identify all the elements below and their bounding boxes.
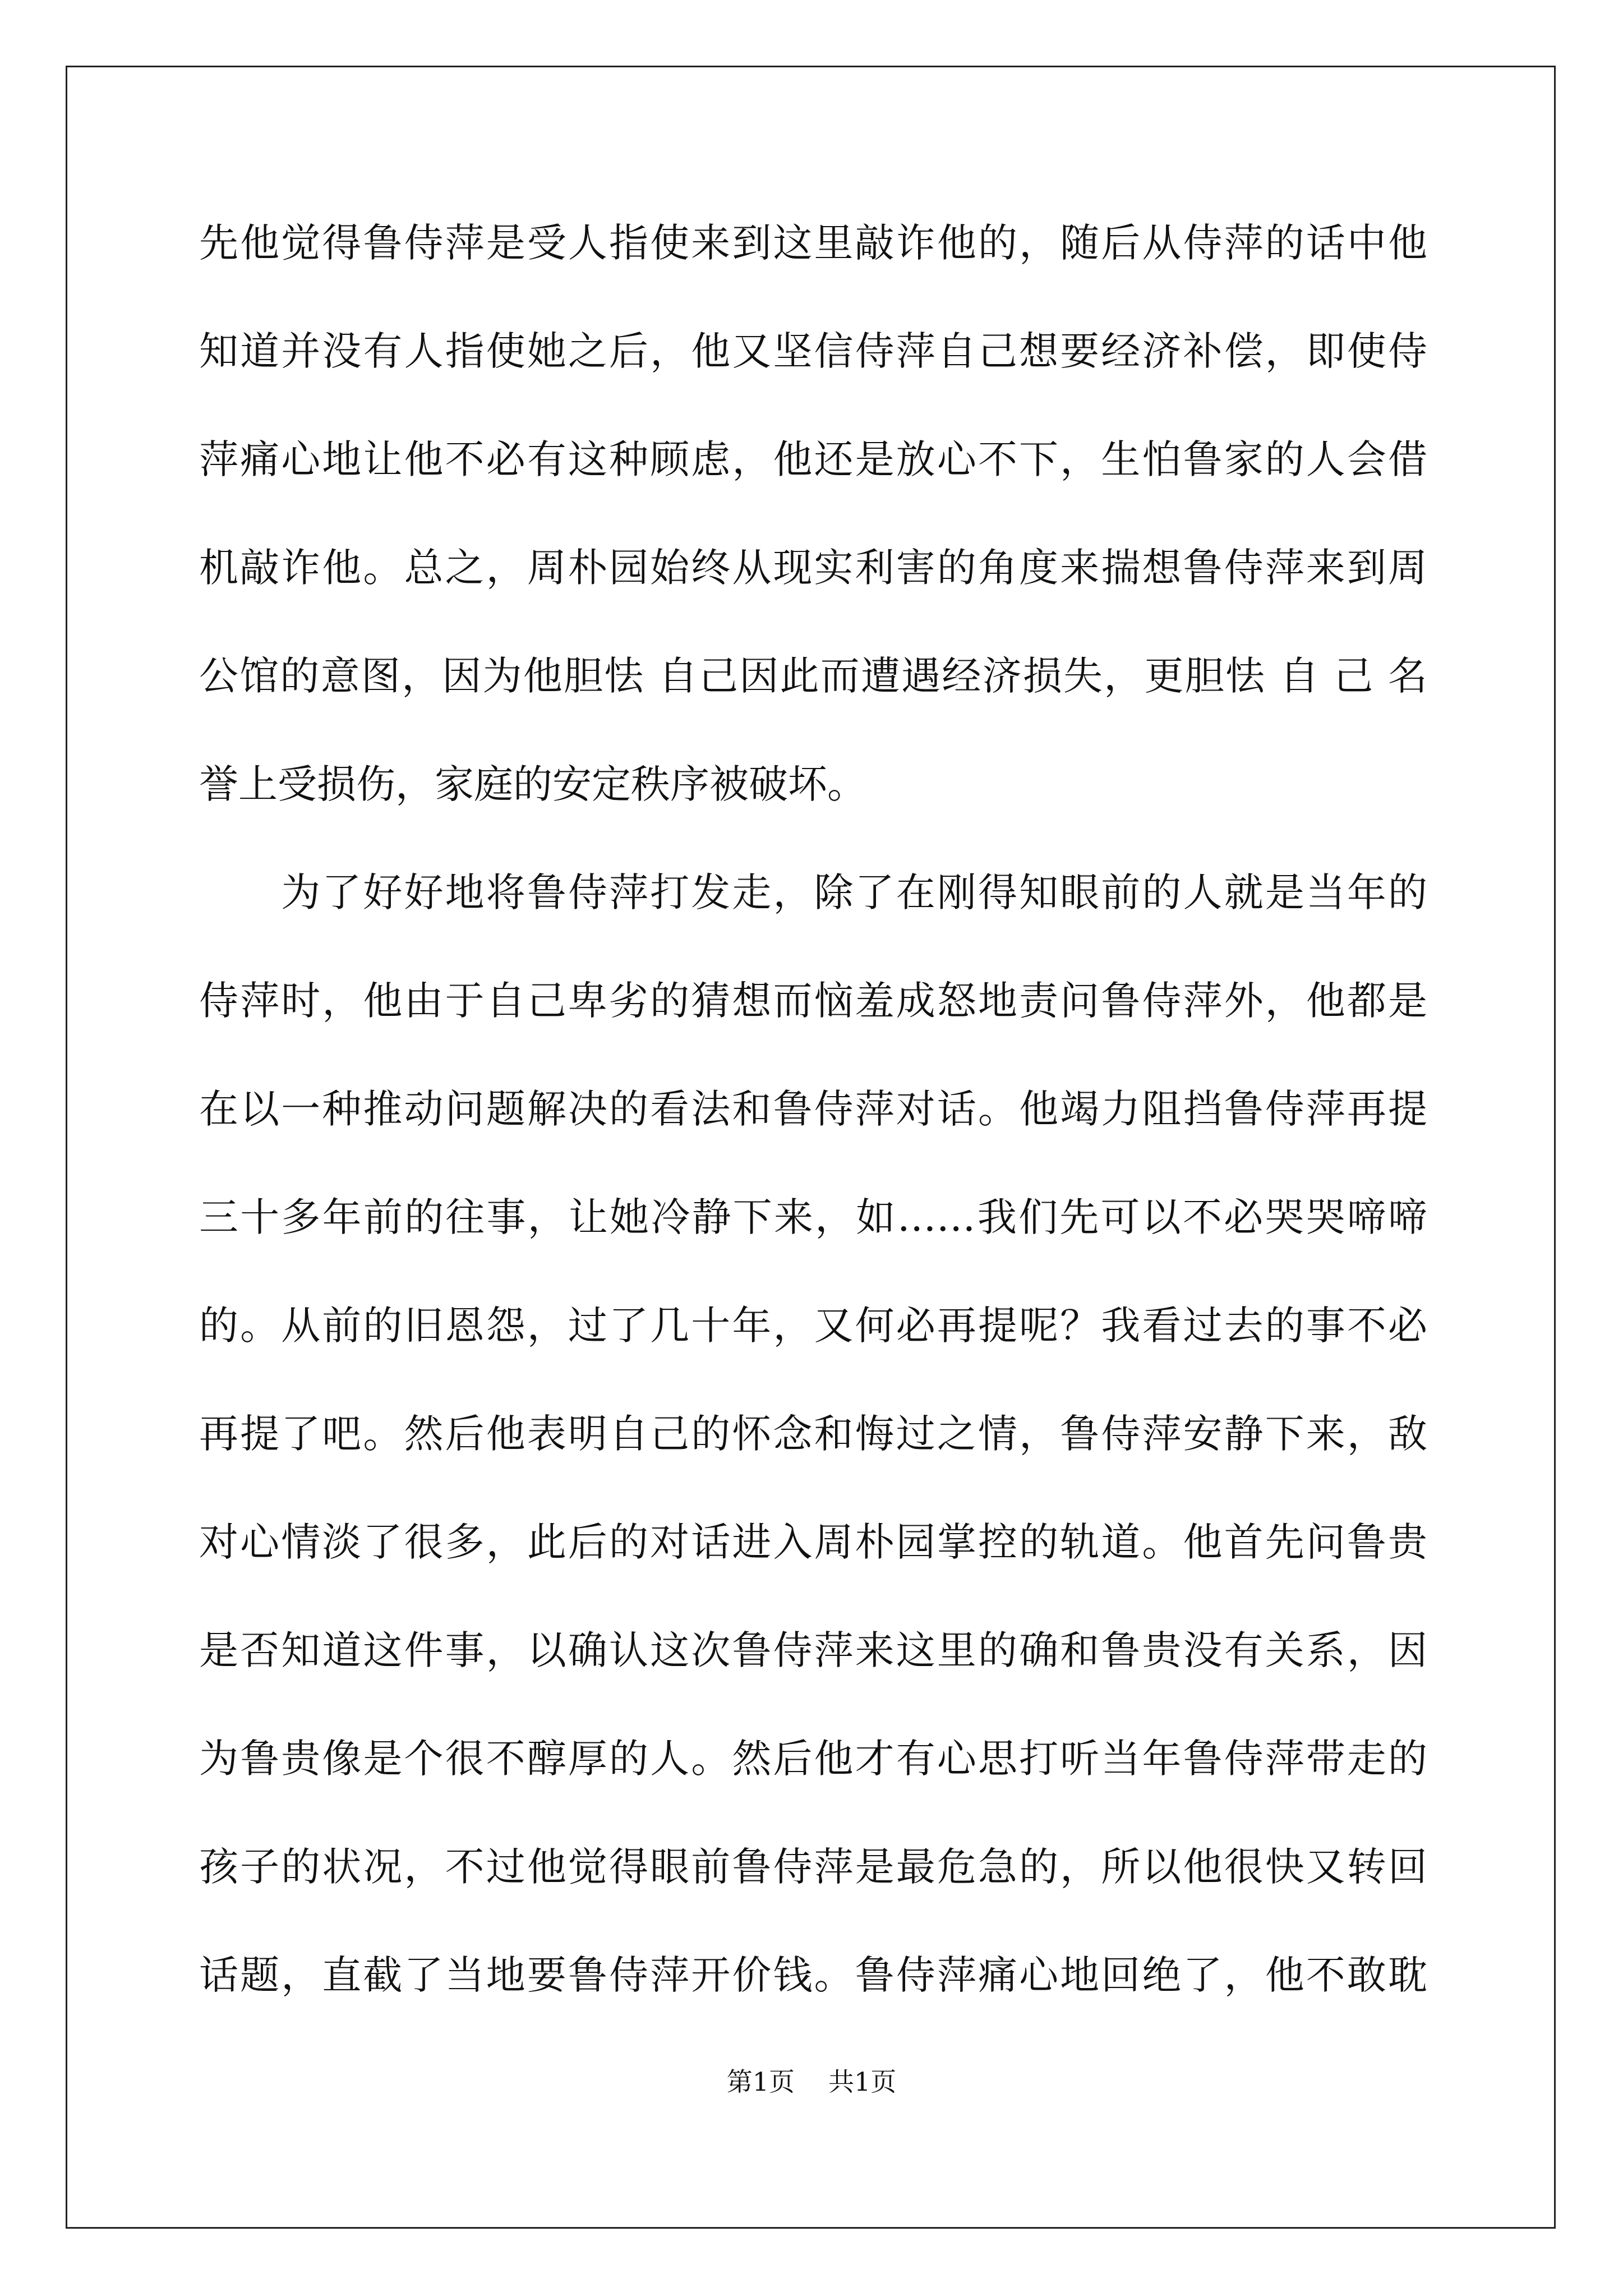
text-line: 话题，直截了当地要鲁侍萍开价钱。鲁侍萍痛心地回绝了，他不敢耽 [199, 1952, 1427, 1998]
text-line: 知道并没有人指使她之后，他又坚信侍萍自己想要经济补偿，即使侍 [199, 328, 1427, 374]
text-line: 三十多年前的往事，让她冷静下来，如……我们先可以不必哭哭啼啼 [199, 1194, 1427, 1240]
text-line: 是否知道这件事，以确认这次鲁侍萍来这里的确和鲁贵没有关系，因 [199, 1627, 1427, 1673]
text-line: 为鲁贵像是个很不醇厚的人。然后他才有心思打听当年鲁侍萍带走的 [199, 1736, 1427, 1782]
document-body [199, 216, 1427, 2056]
text-line: 在以一种推动问题解决的看法和鲁侍萍对话。他竭力阻挡鲁侍萍再提 [199, 1086, 1427, 1132]
text-line: 公馆的意图，因为他胆怯 自己因此而遭遇经济损失，更胆怯 自 己 名 [199, 653, 1427, 699]
text-line: 机敲诈他。总之，周朴园始终从现实利害的角度来揣想鲁侍萍来到周 [199, 545, 1427, 591]
text-line: 先他觉得鲁侍萍是受人指使来到这里敲诈他的，随后从侍萍的话中他 [199, 220, 1427, 266]
text-line: 誉上受损伤，家庭的安定秩序被破坏。 [199, 761, 866, 807]
page-total: 共1页 [828, 2067, 897, 2097]
text-line: 对心情淡了很多，此后的对话进入周朴园掌控的轨道。他首先问鲁贵 [199, 1519, 1427, 1565]
page-footer [0, 2062, 1623, 2099]
text-line: 为了好好地将鲁侍萍打发走，除了在刚得知眼前的人就是当年的 [199, 869, 1427, 915]
text-line: 再提了吧。然后他表明自己的怀念和悔过之情，鲁侍萍安静下来，敌 [199, 1411, 1427, 1457]
text-line: 的。从前的旧恩怨，过了几十年，又何必再提呢？我看过去的事不必 [199, 1303, 1427, 1349]
text-line: 孩子的状况，不过他觉得眼前鲁侍萍是最危急的，所以他很快又转回 [199, 1844, 1427, 1890]
page-number: 第1页 [726, 2067, 795, 2097]
text-line: 萍痛心地让他不必有这种顾虑，他还是放心不下，生怕鲁家的人会借 [199, 436, 1427, 482]
text-line: 侍萍时，他由于自己卑劣的猜想而恼羞成怒地责问鲁侍萍外，他都是 [199, 978, 1427, 1024]
